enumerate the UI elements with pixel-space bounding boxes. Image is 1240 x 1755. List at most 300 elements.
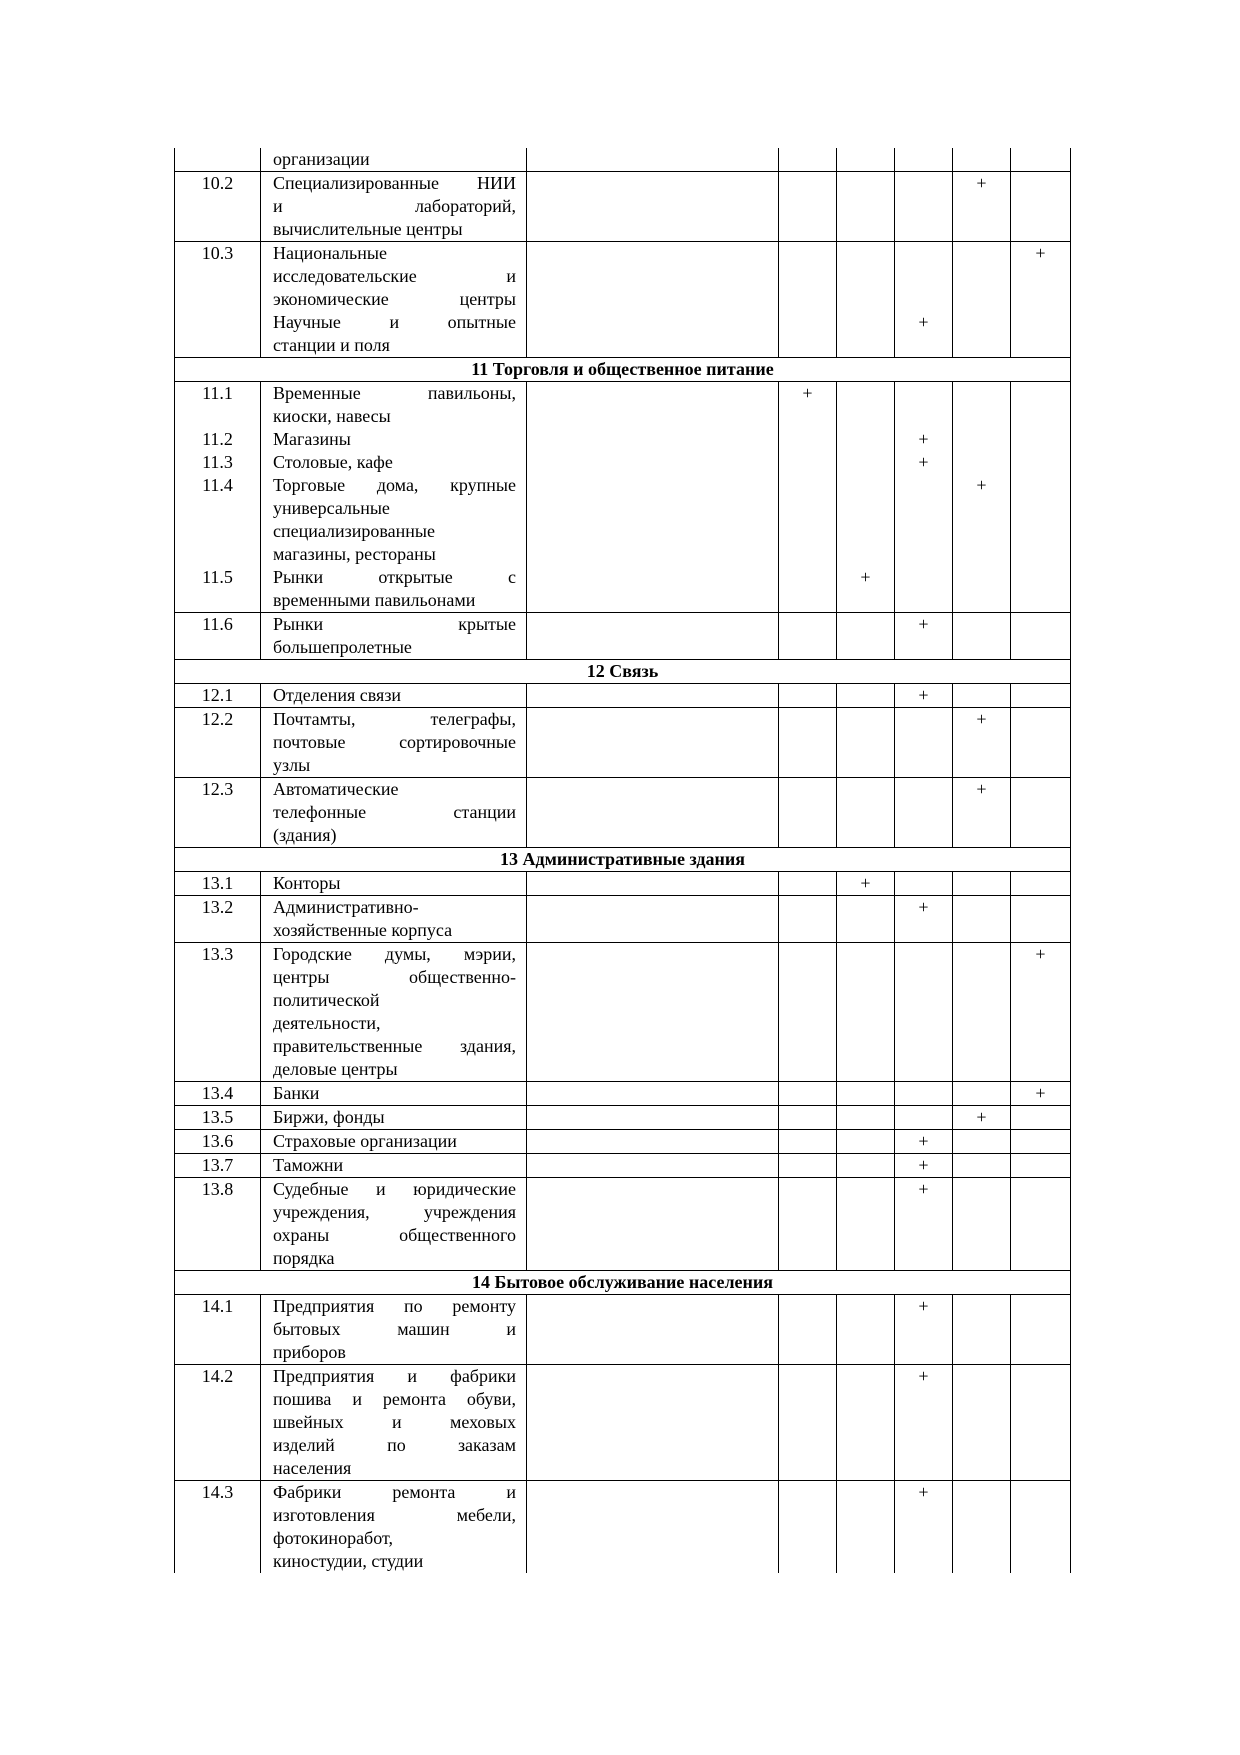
- plus-mark: +: [918, 614, 929, 634]
- mark-cell: [895, 242, 953, 358]
- mark-cell: [837, 1365, 895, 1481]
- mark-cell: [1011, 566, 1071, 613]
- mark-cell: [837, 382, 895, 429]
- plus-mark: [837, 943, 894, 966]
- empty-cell: [527, 1106, 779, 1130]
- table-row: [175, 684, 1071, 708]
- name-line: Столовые, кафе: [273, 452, 393, 472]
- name-line: Предприятия по ремонту: [273, 1296, 516, 1316]
- plus-mark: [837, 451, 894, 474]
- mark-cell: [837, 1154, 895, 1178]
- empty-cell: [527, 566, 779, 613]
- plus-mark: [1011, 1481, 1070, 1504]
- row-name: [261, 1295, 527, 1365]
- table-row: [175, 778, 1071, 848]
- mark-cell: [837, 474, 895, 566]
- plus-mark: [953, 684, 1010, 707]
- mark-cell: [953, 1082, 1011, 1106]
- table-row: [175, 1178, 1071, 1271]
- section-heading: 12 Связь: [175, 660, 1071, 684]
- mark-cell: [953, 1154, 1011, 1178]
- section-heading: 14 Бытовое обслуживание населения: [175, 1271, 1071, 1295]
- mark-cell: [837, 872, 895, 896]
- empty-cell: [527, 872, 779, 896]
- section-row: [175, 848, 1071, 872]
- mark-cell: [953, 1178, 1011, 1271]
- plus-mark: [779, 684, 836, 707]
- name-line: Конторы: [273, 873, 341, 893]
- mark-cell: [837, 943, 895, 1082]
- table-row: [175, 172, 1071, 242]
- plus-mark: +: [918, 1366, 929, 1386]
- plus-mark: [953, 1154, 1010, 1177]
- plus-mark: +: [918, 1131, 929, 1151]
- mark-cell: [1011, 428, 1071, 451]
- mark-cell: [1011, 943, 1071, 1082]
- row-number: 13.7: [175, 1154, 261, 1178]
- plus-mark: [953, 382, 1010, 405]
- mark-cell: [1011, 382, 1071, 429]
- name-line: центры общественно-: [273, 967, 516, 987]
- mark-cell: [953, 684, 1011, 708]
- name-line: (здания): [273, 825, 337, 845]
- row-name: [261, 172, 527, 242]
- plus-mark: [779, 474, 836, 497]
- plus-mark: +: [860, 873, 871, 893]
- plus-mark: [779, 1130, 836, 1153]
- plus-mark: [837, 1130, 894, 1153]
- mark-cell: [953, 872, 1011, 896]
- name-line: магазины, рестораны: [273, 544, 436, 564]
- plus-mark: [779, 1481, 836, 1504]
- plus-mark: [779, 943, 836, 966]
- mark-cell: [895, 1154, 953, 1178]
- mark-cell: [953, 943, 1011, 1082]
- plus-mark: +: [976, 709, 987, 729]
- empty-cell: [527, 613, 779, 660]
- name-line: экономические центры: [273, 289, 516, 309]
- empty-cell: [527, 1082, 779, 1106]
- row-name: [261, 684, 527, 708]
- plus-mark: [953, 242, 1010, 265]
- mark-cell: [953, 382, 1011, 429]
- mark-cell: [779, 1130, 837, 1154]
- mark-cell: [1011, 1481, 1071, 1574]
- plus-mark: +: [976, 1107, 987, 1127]
- mark-cell: [837, 708, 895, 778]
- mark-cell: [953, 613, 1011, 660]
- row-name: [261, 566, 527, 613]
- plus-mark: +: [1035, 944, 1046, 964]
- name-line: Рынки открытые с: [273, 567, 516, 587]
- plus-mark: [779, 148, 836, 171]
- plus-mark: +: [918, 897, 929, 917]
- section-heading: 13 Административные здания: [175, 848, 1071, 872]
- plus-mark: [895, 778, 952, 801]
- mark-cell: [953, 896, 1011, 943]
- row-name: [261, 474, 527, 566]
- empty-cell: [527, 1130, 779, 1154]
- plus-mark: [953, 1130, 1010, 1153]
- mark-cell: [779, 428, 837, 451]
- row-name: [261, 1130, 527, 1154]
- plus-mark: [1011, 1178, 1070, 1201]
- row-name: [261, 872, 527, 896]
- mark-cell: [953, 148, 1011, 172]
- plus-mark: [895, 872, 952, 895]
- row-name: [261, 1106, 527, 1130]
- mark-cell: [895, 684, 953, 708]
- row-name: [261, 896, 527, 943]
- table-row: [175, 943, 1071, 1082]
- mark-cell: [953, 474, 1011, 566]
- plus-mark: [1011, 1106, 1070, 1129]
- plus-mark: +: [976, 779, 987, 799]
- empty-cell: [527, 778, 779, 848]
- mark-cell: [779, 242, 837, 358]
- plus-mark: [837, 382, 894, 405]
- mark-cell: [895, 1481, 953, 1574]
- mark-cell: [953, 1106, 1011, 1130]
- plus-mark: [779, 451, 836, 474]
- row-number: 13.5: [175, 1106, 261, 1130]
- plus-mark: [953, 566, 1010, 589]
- name-line: Судебные и юридические: [273, 1179, 516, 1199]
- mark-cell: [1011, 778, 1071, 848]
- mark-cell: [779, 896, 837, 943]
- name-line: Банки: [273, 1083, 320, 1103]
- table-row: [175, 1154, 1071, 1178]
- table-row: [175, 1295, 1071, 1365]
- plus-mark: [953, 1295, 1010, 1318]
- plus-mark: [953, 613, 1010, 636]
- plus-mark: +: [918, 1179, 929, 1199]
- mark-cell: [1011, 1365, 1071, 1481]
- empty-cell: [527, 242, 779, 358]
- row-number: 13.6: [175, 1130, 261, 1154]
- plus-mark: [837, 684, 894, 707]
- plus-mark: [895, 242, 952, 265]
- name-line: Страховые организации: [273, 1131, 457, 1151]
- name-line: деловые центры: [273, 1059, 398, 1079]
- mark-cell: [779, 684, 837, 708]
- plus-mark: [837, 1365, 894, 1388]
- mark-cell: [953, 1130, 1011, 1154]
- plus-mark: +: [918, 452, 929, 472]
- plus-mark: [1011, 1295, 1070, 1318]
- name-line: киностудии, студии: [273, 1551, 424, 1571]
- mark-cell: [837, 1481, 895, 1574]
- mark-cell: [895, 1178, 953, 1271]
- plus-mark: [1011, 172, 1070, 195]
- row-number: 11.4: [175, 474, 261, 566]
- table-row: [175, 896, 1071, 943]
- plus-mark: [837, 1154, 894, 1177]
- mark-cell: [779, 172, 837, 242]
- mark-cell: [837, 1295, 895, 1365]
- mark-cell: [837, 566, 895, 613]
- plus-mark: [895, 474, 952, 497]
- plus-mark: [895, 172, 952, 195]
- plus-mark: +: [860, 567, 871, 587]
- row-number: 14.3: [175, 1481, 261, 1574]
- name-line: Рынки крытые: [273, 614, 516, 634]
- row-name: [261, 1481, 527, 1574]
- section-row: [175, 358, 1071, 382]
- mark-cell: [953, 451, 1011, 474]
- mark-cell: [895, 1082, 953, 1106]
- plus-mark: [837, 1295, 894, 1318]
- name-line: и лабораторий,: [273, 196, 516, 216]
- row-number: 14.2: [175, 1365, 261, 1481]
- mark-cell: [779, 1154, 837, 1178]
- row-number: [175, 148, 261, 172]
- plus-mark: [779, 172, 836, 195]
- plus-mark: [837, 896, 894, 919]
- mark-cell: [953, 428, 1011, 451]
- plus-mark: [779, 1154, 836, 1177]
- plus-mark: +: [976, 475, 987, 495]
- mark-cell: [1011, 148, 1071, 172]
- mark-cell: [895, 1130, 953, 1154]
- mark-cell: [895, 613, 953, 660]
- name-line: Предприятия и фабрики: [273, 1366, 516, 1386]
- name-line: специализированные: [273, 521, 435, 541]
- mark-cell: [837, 451, 895, 474]
- name-line: Магазины: [273, 429, 351, 449]
- name-line: Временные павильоны,: [273, 383, 516, 403]
- plus-mark: [779, 1106, 836, 1129]
- table-row: [175, 872, 1071, 896]
- name-line: организации: [273, 149, 370, 169]
- plus-mark: [953, 943, 1010, 966]
- plus-mark: [837, 778, 894, 801]
- name-line: деятельности,: [273, 1013, 381, 1033]
- mark-cell: [837, 684, 895, 708]
- empty-cell: [527, 172, 779, 242]
- plus-mark: [895, 1106, 952, 1129]
- name-line: Торговые дома, крупные: [273, 475, 516, 495]
- empty-cell: [527, 684, 779, 708]
- table-row: [175, 428, 1071, 451]
- name-line: охраны общественного: [273, 1225, 516, 1245]
- mark-cell: [837, 896, 895, 943]
- mark-cell: [779, 474, 837, 566]
- row-name: [261, 778, 527, 848]
- plus-mark: +: [918, 1482, 929, 1502]
- plus-mark: [895, 708, 952, 731]
- plus-mark: [1011, 778, 1070, 801]
- name-line: изготовления мебели,: [273, 1505, 516, 1525]
- plus-mark: +: [918, 1296, 929, 1316]
- empty-cell: [527, 382, 779, 429]
- mark-cell: [779, 451, 837, 474]
- plus-mark: [837, 474, 894, 497]
- table-row: [175, 1481, 1071, 1574]
- name-line: Таможни: [273, 1155, 344, 1175]
- row-number: 12.3: [175, 778, 261, 848]
- plus-mark: [953, 428, 1010, 451]
- data-table: [174, 148, 1071, 1573]
- name-line: Фабрики ремонта и: [273, 1482, 516, 1502]
- plus-mark: [895, 148, 952, 171]
- name-line: универсальные: [273, 498, 390, 518]
- name-line: вычислительные центры: [273, 219, 463, 239]
- row-number: 11.3: [175, 451, 261, 474]
- row-number: 12.1: [175, 684, 261, 708]
- mark-cell: [779, 1295, 837, 1365]
- name-line: станции и поля: [273, 335, 390, 355]
- plus-mark: [953, 1082, 1010, 1105]
- mark-cell: [779, 1365, 837, 1481]
- plus-mark: [895, 566, 952, 589]
- plus-mark: [1011, 1154, 1070, 1177]
- mark-cell: [779, 566, 837, 613]
- section-heading: 11 Торговля и общественное питание: [175, 358, 1071, 382]
- name-line: почтовые сортировочные: [273, 732, 516, 752]
- row-number: 13.8: [175, 1178, 261, 1271]
- mark-cell: [1011, 613, 1071, 660]
- table-row: [175, 1106, 1071, 1130]
- plus-mark: [953, 896, 1010, 919]
- name-line: порядка: [273, 1248, 335, 1268]
- mark-cell: [837, 242, 895, 358]
- name-line: большепролетные: [273, 637, 412, 657]
- table-row: [175, 1365, 1071, 1481]
- plus-mark: [779, 1178, 836, 1201]
- mark-cell: [1011, 1082, 1071, 1106]
- mark-cell: [895, 778, 953, 848]
- plus-mark: [837, 311, 894, 334]
- plus-mark: [837, 1481, 894, 1504]
- row-name: [261, 1178, 527, 1271]
- plus-mark: [837, 708, 894, 731]
- plus-mark: +: [918, 312, 929, 332]
- mark-cell: [895, 896, 953, 943]
- mark-cell: [837, 1082, 895, 1106]
- plus-mark: [779, 778, 836, 801]
- mark-cell: [779, 1082, 837, 1106]
- plus-mark: [779, 242, 836, 265]
- name-line: исследовательские и: [273, 266, 516, 286]
- row-number: 13.1: [175, 872, 261, 896]
- empty-cell: [527, 474, 779, 566]
- name-line: узлы: [273, 755, 311, 775]
- mark-cell: [1011, 1106, 1071, 1130]
- row-name: [261, 1082, 527, 1106]
- row-number: 13.3: [175, 943, 261, 1082]
- mark-cell: [1011, 1295, 1071, 1365]
- mark-cell: [895, 566, 953, 613]
- mark-cell: [1011, 896, 1071, 943]
- plus-mark: [953, 451, 1010, 474]
- plus-mark: [1011, 872, 1070, 895]
- mark-cell: [953, 1365, 1011, 1481]
- name-line: Национальные: [273, 243, 387, 263]
- mark-cell: [779, 1106, 837, 1130]
- mark-cell: [779, 613, 837, 660]
- table-row: [175, 451, 1071, 474]
- name-line: Отделения связи: [273, 685, 402, 705]
- plus-mark: [837, 428, 894, 451]
- plus-mark: [837, 1178, 894, 1201]
- empty-cell: [527, 1178, 779, 1271]
- plus-mark: +: [918, 1155, 929, 1175]
- mark-cell: [1011, 1154, 1071, 1178]
- mark-cell: [779, 148, 837, 172]
- mark-cell: [779, 872, 837, 896]
- row-number: 13.4: [175, 1082, 261, 1106]
- empty-cell: [527, 451, 779, 474]
- mark-cell: [895, 1295, 953, 1365]
- row-name: [261, 613, 527, 660]
- plus-mark: [779, 613, 836, 636]
- mark-cell: [779, 1178, 837, 1271]
- plus-mark: +: [918, 429, 929, 449]
- row-name: [261, 451, 527, 474]
- plus-mark: [837, 148, 894, 171]
- plus-mark: [1011, 566, 1070, 589]
- mark-cell: [895, 943, 953, 1082]
- plus-mark: [953, 148, 1010, 171]
- plus-mark: [779, 896, 836, 919]
- row-number: 10.2: [175, 172, 261, 242]
- plus-mark: [1011, 1365, 1070, 1388]
- plus-mark: [1011, 451, 1070, 474]
- plus-mark: [1011, 311, 1070, 334]
- name-line: политической: [273, 990, 380, 1010]
- plus-mark: [1011, 684, 1070, 707]
- row-name: [261, 428, 527, 451]
- plus-mark: [779, 872, 836, 895]
- mark-cell: [895, 428, 953, 451]
- mark-cell: [895, 474, 953, 566]
- mark-cell: [779, 943, 837, 1082]
- mark-cell: [895, 172, 953, 242]
- table-row: [175, 382, 1071, 429]
- name-line: киоски, навесы: [273, 406, 391, 426]
- plus-mark: [895, 943, 952, 966]
- name-line: приборов: [273, 1342, 346, 1362]
- mark-cell: [779, 1481, 837, 1574]
- empty-cell: [527, 708, 779, 778]
- mark-cell: [953, 1295, 1011, 1365]
- empty-cell: [527, 1481, 779, 1574]
- empty-cell: [527, 1295, 779, 1365]
- mark-cell: [1011, 172, 1071, 242]
- table-row: [175, 1130, 1071, 1154]
- mark-cell: [779, 778, 837, 848]
- plus-mark: [779, 1365, 836, 1388]
- empty-cell: [527, 943, 779, 1082]
- plus-mark: [1011, 708, 1070, 731]
- mark-cell: [837, 1106, 895, 1130]
- row-number: 11.2: [175, 428, 261, 451]
- mark-cell: [895, 382, 953, 429]
- empty-cell: [527, 148, 779, 172]
- plus-mark: [1011, 428, 1070, 451]
- plus-mark: [1011, 382, 1070, 405]
- mark-cell: [1011, 1130, 1071, 1154]
- row-number: 11.5: [175, 566, 261, 613]
- plus-mark: [1011, 896, 1070, 919]
- mark-cell: [837, 1178, 895, 1271]
- row-number: 11.1: [175, 382, 261, 429]
- plus-mark: [779, 311, 836, 334]
- name-line: правительственные здания,: [273, 1036, 516, 1056]
- mark-cell: [953, 778, 1011, 848]
- mark-cell: [779, 708, 837, 778]
